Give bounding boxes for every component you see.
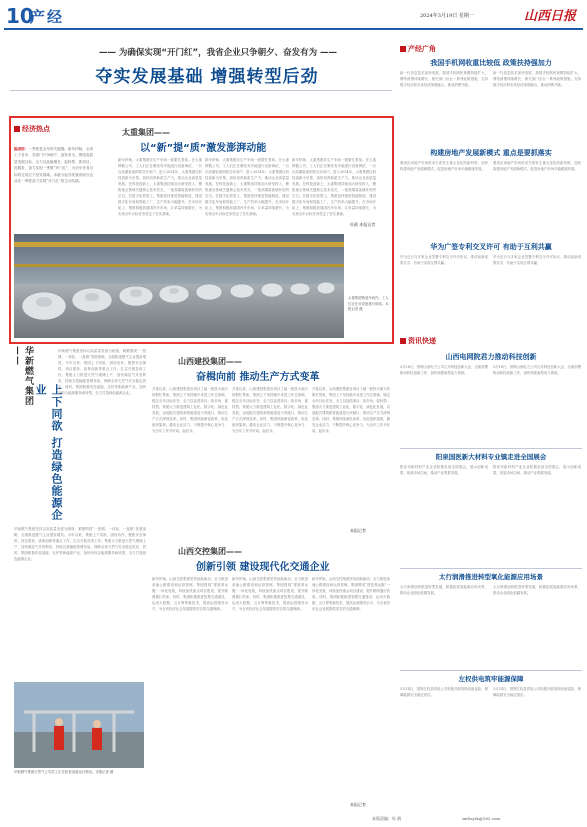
topic-title: 夺实发展基础 增强转型后劲 [95,67,319,87]
news-headline-6: 太行润滑推进转型氧化能源应用场景 [439,573,543,581]
footer-email: sxrbcjzk@163.com [462,816,501,821]
news-body-1-col2: 新一代信息技术加快发展，我国手机网民规模持续扩大，网络消费持续增长。相关部门出台一系列政策措施，支持数字经济和实体经济深度融合，推动消费升级。 [493,71,581,87]
article-corp-taigang: 太重集团—— [122,128,170,137]
section-tag-news [400,336,436,346]
news-body-7-col1: 3月14日，国网左权县供电公司积极开展电网设备巡检，保障能源安全稳定供应。 [400,687,488,697]
news-divider [400,670,582,671]
section-tag-label: 资讯快递 [408,337,436,345]
news-headline-7: 左权供电筑牢能源保障 [458,675,524,683]
article-body-jianshe-col2: 开春以来，山西建投集团各项目工地一派热火朝天的繁忙景象。集团上下坚持稳中求进工作总基调，锚定全年目标任务，全力以赴抓项目、拓市场、促转型。集团大力推进建筑工业化、数字化、绿色化发展，以装配式建筑和智能建造为突破口，推动生产方式深刻变革。同时，集团持续深化改革，优化组织架构，激发企业活力，不断提升核心竞争力，为全年工作开好局、起好步。 [232,387,308,433]
article-byline-jiaokong: 本报记者 [350,802,366,807]
issue-date: 2024年3月19日 星期一 [420,13,474,19]
article-headline-jiaokong: 创新引领 建设现代化交通企业 [196,562,330,573]
section-square-icon [400,46,406,52]
news-body-4-col2: 3月18日，国网山西电力公司召开科技创新大会，全面部署推动科技创新工作，加快构建新型电力系统。 [493,365,581,375]
section-tag-advert [400,44,436,54]
news-body-7-col2: 3月14日，国网左权县供电公司积极开展电网设备巡检，保障能源安全稳定供应。 [493,687,581,697]
editor-note-label: 编者按： [14,147,29,151]
gas-station-illustration [14,682,144,768]
article-body-huaxin-col2: 华新燃气集团坚持以高质量发展为统领，紧紧围绕“一张网、一体化、一盘棋”发展战略，全面推进燃气主业提质增效。今年以来，集团上下同欲、团结协作，聚焦安全保供、项目建设、改革创新等重点工作，扎实开展各项工作。集团大力推进天然气增储上产，加快煤层气开发利用，持续完善输配管网布局，保障全省天然气安全稳定供应。同时，集团积极布局氢能、光伏等新能源产业，加快向综合能源服务商转型，全力打造绿色能源企业。 [14,527,146,561]
article-body-jiaokong-col2: 新年伊始，山西交控集团坚持创新驱动，全力推进高速公路建设和运营管理。集团围绕“建管养运服”一体化发展，持续加快重点项目建设，提升路网通行效率。同时，集团积极推进智慧交通建设，运用大数据、云计算等新技术，提高运营服务水平，为全省经济社会发展提供坚实的交通保障。 [232,577,308,611]
news-headline-4: 山西电网院君力推动科技创新 [445,353,537,361]
article-corp-jiaokong: 山西交控集团—— [178,547,242,556]
news-headline-1: 我国手机网收重比较低 政策扶持强加力 [430,59,552,67]
news-headline-5: 阳泉国医新大材料专业镇走进全国展会 [435,453,547,461]
news-body-4-col1: 3月18日，国网山西电力公司召开科技创新大会，全面部署推动科技创新工作，加快构建新型电力系统。 [400,365,488,375]
section-square-icon [14,126,20,132]
article-body-huaxin-col1: 华新燃气集团坚持以高质量发展为统领，紧紧围绕“一张网、一体化、一盘棋”发展战略，全面推进燃气主业提质增效。今年以来，集团上下同欲、团结协作，聚焦安全保供、项目建设、改革创新等重点工作，扎实开展各项工作。集团大力推进天然气增储上产，加快煤层气开发利用，持续完善输配管网布局，保障全省天然气安全稳定供应。同时，集团积极布局氢能、光伏等新能源产业，加快向综合能源服务商转型，全力打造绿色能源企业。 [58,349,146,395]
photo-caption-taigang: 太重集团铸造车间内，工人们正在对设备进行调试。本报记者 摄 [348,296,389,311]
news-headline-3: 华为广签专利交叉许可 有助于互利共赢 [430,243,552,251]
article-corp-huaxin: 华新燃气集团—— [12,346,33,406]
workshop-illustration [14,234,344,338]
article-body-taigang-col1: 新年伊始，太重集团各生产车间一派繁忙景象。在太重铸锻公司，工人们正在紧张有序地进行设备调试，一台台高端装备即将交付用户。进入2024年，太重集团以科技创新为引领，加快培育新质生产力，推动企业高质量发展。在科技创新上，太重集团持续加大研发投入，聚焦重点领域关键核心技术攻关，一批高端装备填补国内空白。在数字化转型上，集团加快推进智能制造，建设数字化车间和智能工厂，生产效率大幅提升。在市场开拓上，集团积极拓展国内外市场，订单量持续增长，为实现全年目标任务奠定了坚实基础。 [118,158,202,216]
news-body-2-col1: 要适应房地产市场供求关系发生重大变化的新形势，加快构建房地产发展新模式，促进房地产市场平稳健康发展。 [400,161,488,171]
article-headline-taigang: 以“新”提“质”激发澎湃动能 [140,143,267,154]
news-body-3-col2: 华为近日与多家企业签署专利交叉许可协议，推动创新成果共享，有助于实现互利共赢。 [493,255,581,265]
news-divider [400,568,582,569]
news-body-6-col2: 太行润滑加快推进转型发展，积极拓展氢能源应用场景，推动企业绿色低碳发展。 [493,585,581,595]
section-tag-hot [14,124,50,134]
section-name: 产经 [30,8,65,26]
article-headline-huaxin: 上下同欲 打造绿色能源企业 [34,384,63,521]
page-footer [0,814,587,826]
news-body-2-col2: 要适应房地产市场供求关系发生重大变化的新形势，加快构建房地产发展新模式，促进房地产市场平稳健康发展。 [493,161,581,171]
topic-slogan: —— 为确保实现“开门红”，我省企业只争朝夕、奋发有为 —— [98,48,338,58]
article-body-jianshe-col3: 开春以来，山西建投集团各项目工地一派热火朝天的繁忙景象。集团上下坚持稳中求进工作总基调，锚定全年目标任务，全力以赴抓项目、拓市场、促转型。集团大力推进建筑工业化、数字化、绿色化发展，以装配式建筑和智能建造为突破口，推动生产方式深刻变革。同时，集团持续深化改革，优化组织架构，激发企业活力，不断提升核心竞争力，为全年工作开好局、起好步。 [312,387,390,433]
article-body-jiaokong-col1: 新年伊始，山西交控集团坚持创新驱动，全力推进高速公路建设和运营管理。集团围绕“建管养运服”一体化发展，持续加快重点项目建设，提升路网通行效率。同时，集团积极推进智慧交通建设，运用大数据、云计算等新技术，提高运营服务水平，为全省经济社会发展提供坚实的交通保障。 [152,577,228,611]
news-body-3-col1: 华为近日与多家企业签署专利交叉许可协议，推动创新成果共享，有助于实现互利共赢。 [400,255,488,265]
article-body-jiaokong-col3: 新年伊始，山西交控集团坚持创新驱动，全力推进高速公路建设和运营管理。集团围绕“建管养运服”一体化发展，持续加快重点项目建设，提升路网通行效率。同时，集团积极推进智慧交通建设，运用大数据、云计算等新技术，提高运营服务水平，为全省经济社会发展提供坚实的交通保障。 [312,577,390,611]
masthead-rule [4,28,583,30]
newspaper-logo: 山西日报 [524,9,577,24]
news-divider [400,448,582,449]
photo-taigang-workshop [14,234,344,338]
news-body-1-col1: 新一代信息技术加快发展，我国手机网民规模持续扩大，网络消费持续增长。相关部门出台一系列政策措施，支持数字经济和实体经济深度融合，推动消费升级。 [400,71,488,87]
news-headline-2: 构建房地产发展新模式 重点是要抓落实 [430,149,552,157]
section-tag-label: 产经广角 [408,45,436,53]
article-byline-jianshe: 本报记者 [350,528,366,533]
article-corp-jianshe: 山西建投集团—— [178,357,242,366]
footer-editor: 本版责编：杜 鹃 [372,816,402,821]
photo-huaxin-workers [14,682,144,768]
section-tag-label: 经济热点 [22,125,50,133]
page-number: 10 [6,4,34,28]
news-body-5-col2: 阳泉市新材料产业企业积极参加全国展会，展示创新成果，拓展市场空间，推动产业集群发展。 [493,465,581,475]
article-body-jianshe-col1: 开春以来，山西建投集团各项目工地一派热火朝天的繁忙景象。集团上下坚持稳中求进工作总基调，锚定全年目标任务，全力以赴抓项目、拓市场、促转型。集团大力推进建筑工业化、数字化、绿色化发展，以装配式建筑和智能建造为突破口，推动生产方式深刻变革。同时，集团持续深化改革，优化组织架构，激发企业活力，不断提升核心竞争力，为全年工作开好局、起好步。 [152,387,228,433]
news-body-5-col1: 阳泉市新材料产业企业积极参加全国展会，展示创新成果，拓展市场空间，推动产业集群发展。 [400,465,488,475]
section-square-icon [400,338,406,344]
photo-caption-huaxin: 华新燃气集团天然气公司员工正在检查设备运行情况。本报记者 摄 [14,770,114,774]
article-byline-taigang: 杜鹃 本报记者 [350,222,376,227]
article-headline-jianshe: 奋楫向前 推动生产方式变革 [196,372,320,383]
editor-note-text: 一季度是全年的关键期。新年伊始，全省上下各市、各部门只争朝夕、奋发有为，围绕高质量发展目标，全力以赴稳增长、促转型、抓项目、优服务，奋力实现一季度“开门红”，为全年任务目标的完成打下坚实基础。本版今起刊发我省部分企业在一季度奋力实现“开门红”的生动实践。 [14,147,94,184]
topic-divider [10,90,392,91]
article-body-taigang-col2: 新年伊始，太重集团各生产车间一派繁忙景象。在太重铸锻公司，工人们正在紧张有序地进行设备调试，一台台高端装备即将交付用户。进入2024年，太重集团以科技创新为引领，加快培育新质生产力，推动企业高质量发展。在科技创新上，太重集团持续加大研发投入，聚焦重点领域关键核心技术攻关，一批高端装备填补国内空白。在数字化转型上，集团加快推进智能制造，建设数字化车间和智能工厂，生产效率大幅提升。在市场开拓上，集团积极拓展国内外市场，订单量持续增长，为实现全年目标任务奠定了坚实基础。 [205,158,289,216]
news-body-6-col1: 太行润滑加快推进转型发展，积极拓展氢能源应用场景，推动企业绿色低碳发展。 [400,585,488,595]
article-body-taigang-col3: 新年伊始，太重集团各生产车间一派繁忙景象。在太重铸锻公司，工人们正在紧张有序地进行设备调试，一台台高端装备即将交付用户。进入2024年，太重集团以科技创新为引领，加快培育新质生产力，推动企业高质量发展。在科技创新上，太重集团持续加大研发投入，聚焦重点领域关键核心技术攻关，一批高端装备填补国内空白。在数字化转型上，集团加快推进智能制造，建设数字化车间和智能工厂，生产效率大幅提升。在市场开拓上，集团积极拓展国内外市场，订单量持续增长，为实现全年目标任务奠定了坚实基础。 [292,158,376,216]
masthead [0,0,587,30]
